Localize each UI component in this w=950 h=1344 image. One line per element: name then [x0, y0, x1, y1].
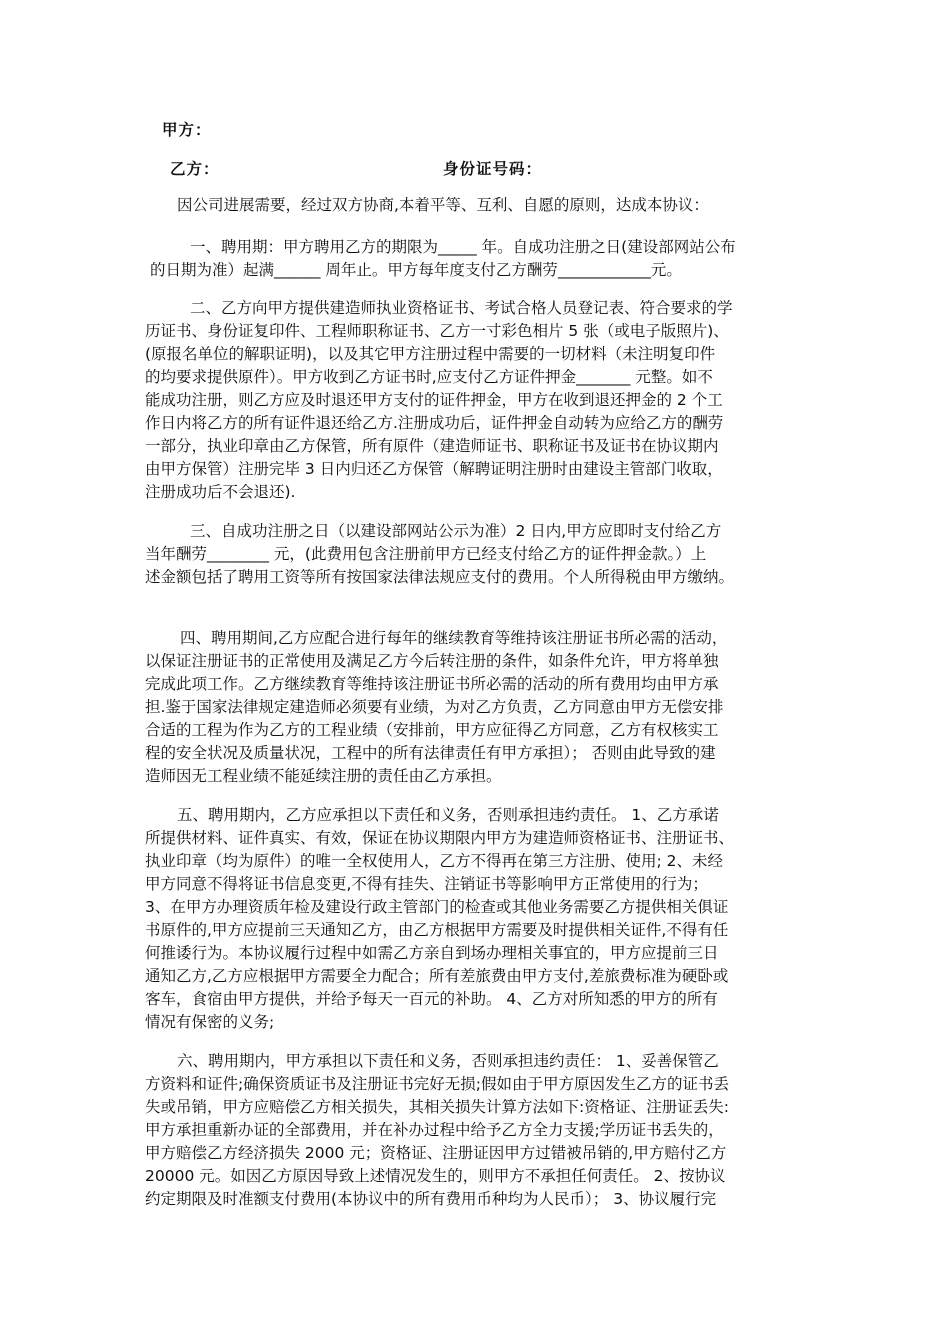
- clause-line: 以保证注册证书的正常使用及满足乙方今后转注册的条件，如条件允许，甲方将单独: [145, 652, 719, 670]
- clause-line: 一部分，执业印章由乙方保管，所有原件（建造师证书、职称证书及证书在协议期内: [145, 437, 719, 455]
- clause-line: 程的安全状况及质量状况，工程中的所有法律责任有甲方承担）； 否则由此导致的建: [145, 744, 716, 762]
- clause-line: 何推诿行为。本协议履行过程中如需乙方亲自到场办理相关事宜的，甲方应提前三日: [145, 944, 719, 962]
- clause-line: 由甲方保管）注册完毕 3 日内归还乙方保管（解聘证明注册时由建设主管部门收取，: [145, 460, 723, 478]
- clause-line: 甲方赔偿乙方经济损失 2000 元；资格证、注册证因甲方过错被吊销的,甲方赔付乙方: [145, 1144, 727, 1162]
- clause-6-paragraph: [145, 1050, 805, 1211]
- clause-line: 甲方同意不得将证书信息变更,不得有挂失、注销证书等影响甲方正常使用的行为；: [145, 875, 708, 893]
- clause-2-paragraph: [145, 297, 805, 504]
- clause-line: 20000 元。如因乙方原因导致上述情况发生的，则甲方不承担任何责任。 2、按协议: [145, 1167, 726, 1185]
- clause-line: 情况有保密的义务;: [145, 1013, 275, 1031]
- clause-line: 担.鉴于国家法律规定建造师必须要有业绩，为对乙方负责，乙方同意由甲方无偿安排: [145, 698, 724, 716]
- clause-line: 造师因无工程业绩不能延续注册的责任由乙方承担。: [145, 767, 502, 785]
- clause-line: 一、聘用期：甲方聘用乙方的期限为_____ 年。自成功注册之日(建设部网站公布: [190, 238, 736, 256]
- clause-line: 完成此项工作。乙方继续教育等维持该注册证书所必需的活动的所有费用均由甲方承: [145, 675, 719, 693]
- intro-line: 因公司进展需要，经过双方协商,本着平等、互利、自愿的原则，达成本协议：: [177, 196, 709, 214]
- clause-line: 失或吊销，甲方应赔偿乙方相关损失，其相关损失计算方法如下:资格证、注册证丢失:: [145, 1098, 729, 1116]
- clause-line: 3、在甲方办理资质年检及建设行政主管部门的检查或其他业务需要乙方提供相关俱证: [145, 898, 729, 916]
- clause-line: 执业印章（均为原件）的唯一全权使用人，乙方不得再在第三方注册、使用; 2、未经: [145, 852, 724, 870]
- clause-line: 约定期限及时准额支付费用(本协议中的所有费用币种均为人民币）； 3、协议履行完: [145, 1190, 717, 1208]
- clause-line: 合适的工程为作为乙方的工程业绩（安排前，甲方应征得乙方同意，乙方有权核实工: [145, 721, 719, 739]
- clause-1-paragraph: [150, 236, 810, 282]
- clause-5-paragraph: [145, 804, 805, 1034]
- clause-line: 二、乙方向甲方提供建造师执业资格证书、考试合格人员登记表、符合要求的学: [190, 299, 733, 317]
- clause-line: 书原件的,甲方应提前三天通知乙方，由乙方根据甲方需要及时提供相关证件,不得有任: [145, 921, 729, 939]
- clause-line: 客车，食宿由甲方提供，并给予每天一百元的补助。 4、乙方对所知悉的甲方的所有: [145, 990, 718, 1008]
- clause-line: 注册成功后不会退还).: [145, 483, 296, 501]
- id-number-label: 身份证号码：: [443, 160, 543, 178]
- clause-line: 三、自成功注册之日（以建设部网站公示为准）2 日内,甲方应即时支付给乙方: [190, 522, 722, 540]
- clause-line: 的均要求提供原件）。甲方收到乙方证书时,应支付乙方证件押金_______ 元整。如不: [145, 368, 713, 386]
- clause-line: 历证书、身份证复印件、工程师职称证书、乙方一寸彩色相片 5 张（或电子版照片)、: [145, 322, 729, 340]
- clause-line: 五、聘用期内，乙方应承担以下责任和义务，否则承担违约责任。 1、乙方承诺: [177, 806, 719, 824]
- clause-line: 甲方承担重新办证的全部费用，并在补办过程中给予乙方全力支援;学历证书丢失的，: [145, 1121, 724, 1139]
- clause-line: 四、聘用期间,乙方应配合进行每年的继续教育等维持该注册证书所必需的活动，: [180, 629, 728, 647]
- party-b-label: 乙方：: [170, 160, 220, 178]
- clause-line: 作日内将乙方的所有证件退还给乙方.注册成功后，证件押金自动转为应给乙方的酬劳: [145, 414, 724, 432]
- clause-line: 方资料和证件;确保资质证书及注册证书完好无损;假如由于甲方原因发生乙方的证书丢: [145, 1075, 729, 1093]
- clause-line: (原报名单位的解职证明)，以及其它甲方注册过程中需要的一切材料（未注明复印件: [145, 345, 716, 363]
- intro-paragraph: [145, 194, 805, 217]
- clause-line: 通知乙方,乙方应根据甲方需要全力配合；所有差旅费由甲方支付,差旅费标准为硬卧或: [145, 967, 729, 985]
- clause-line: 所提供材料、证件真实、有效，保证在协议期限内甲方为建造师资格证书、注册证书、: [145, 829, 735, 847]
- clause-line: 的日期为准）起满______ 周年止。甲方每年度支付乙方酬劳____________元。: [150, 261, 682, 279]
- clause-4-paragraph: [145, 627, 805, 788]
- clause-line: 述金额包括了聘用工资等所有按国家法律法规应支付的费用。个人所得税由甲方缴纳。: [145, 568, 735, 586]
- clause-3-paragraph: [145, 520, 805, 589]
- clause-line: 能成功注册，则乙方应及时退还甲方支付的证件押金，甲方在收到退还押金的 2 个工: [145, 391, 723, 409]
- party-a-label: 甲方：: [162, 121, 212, 139]
- clause-line: 当年酬劳________ 元，(此费用包含注册前甲方已经支付给乙方的证件押金款。）上: [145, 545, 707, 563]
- clause-line: 六、聘用期内，甲方承担以下责任和义务，否则承担违约责任： 1、妥善保管乙: [177, 1052, 719, 1070]
